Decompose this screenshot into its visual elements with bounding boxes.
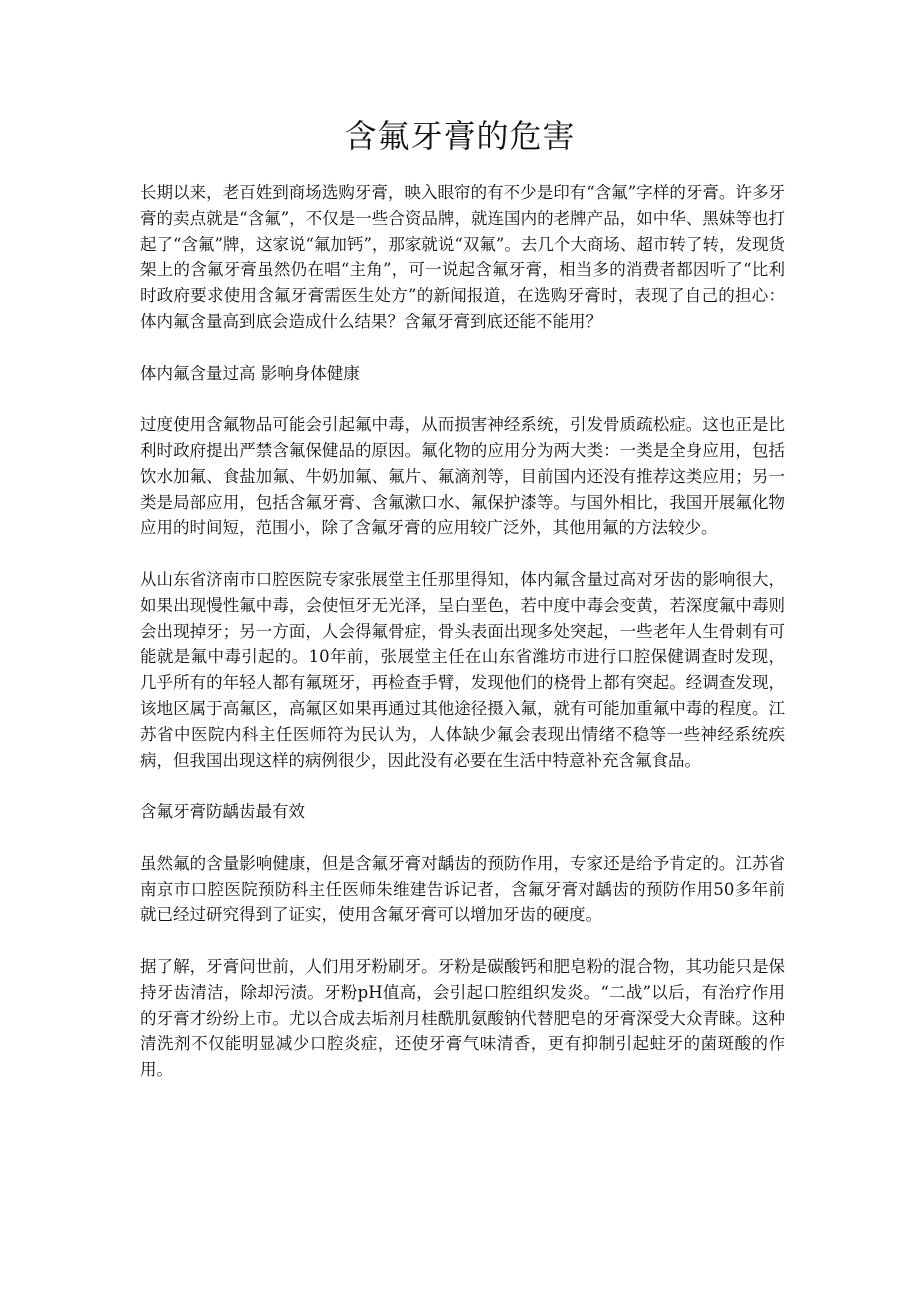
paragraph-caries-prevention: 虽然氟的含量影响健康，但是含氟牙膏对龋齿的预防作用，专家还是给予肯定的。江苏省南京市口腔医院预防科主任医师朱维建告诉记者，含氟牙膏对龋齿的预防作用50多年前就已经过研究得到了证实，使用含氟牙膏可以增加牙齿的硬度。 xyxy=(140,853,785,925)
section-heading-health: 体内氟含量过高 影响身体健康 xyxy=(140,363,360,383)
paragraph-overuse: 过度使用含氟物品可能会引起氟中毒，从而损害神经系统，引发骨质疏松症。这也正是比利时政府提出严禁含氟保健品的原因。氟化物的应用分为两大类：一类是全身应用，包括饮水加氟、食盐加氟、牛奶加氟、氟片、氟滴剂等，目前国内还没有推荐这类应用；另一类是局部应用，包括含氟牙膏、含氟漱口水、氟保护漆等。与国外相比，我国开展氟化物应用的时间短，范围小，除了含氟牙膏的应用较广泛外，其他用氟的方法较少。 xyxy=(140,415,785,538)
paragraph-expert-opinion: 从山东省济南市口腔医院专家张展堂主任那里得知，体内氟含量过高对牙齿的影响很大，如果出现慢性氟中毒，会使恒牙无光泽，呈白垩色，若中度中毒会变黄，若深度氟中毒则会出现掉牙；另一方面，人会得氟骨症，骨头表面出现多处突起，一些老年人生骨刺有可能就是氟中毒引起的。10年前，张展堂主任在山东省潍坊市进行口腔保健调查时发现，几乎所有的年轻人都有氟斑牙，再检查手臂，发现他们的桡骨上都有突起。经调查发现，该地区属于高氟区，高氟区如果再通过其他途径摄入氟，就有可能加重氟中毒的程度。江苏省中医院内科主任医师符为民认为，人体缺少氟会表现出情绪不稳等一些神经系统疾病，但我国出现这样的病例很少，因此没有必要在生活中特意补充含氟食品。 xyxy=(140,569,785,770)
document-title: 含氟牙膏的危害 xyxy=(344,117,576,155)
paragraph-intro: 长期以来，老百姓到商场选购牙膏，映入眼帘的有不少是印有“含氟”字样的牙膏。许多牙膏的卖点就是“含氟”，不仅是一些合资品牌，就连国内的老牌产品，如中华、黑妹等也打起了“含氟”牌，这家说“氟加钙”，那家就说“双氟”。去几个大商场、超市转了转，发现货架上的含氟牙膏虽然仍在唱“主角”，可一说起含氟牙膏，相当多的消费者都因听了“比利时政府要求使用含氟牙膏需医生处方”的新闻报道，在选购牙膏时，表现了自己的担心：体内氟含量高到底会造成什么结果？含氟牙膏到底还能不能用？ xyxy=(140,183,785,331)
section-heading-caries: 含氟牙膏防龋齿最有效 xyxy=(140,802,305,822)
paragraph-history: 据了解，牙膏问世前，人们用牙粉刷牙。牙粉是碳酸钙和肥皂粉的混合物，其功能只是保持牙齿清洁，除却污渍。牙粉pH值高，会引起口腔组织发炎。“二战”以后，有治疗作用的牙膏才纷纷上市。尤以合成去垢剂月桂酰肌氨酸钠代替肥皂的牙膏深受大众青睐。这种清洗剂不仅能明显减少口腔炎症，还使牙膏气味清香，更有抑制引起蛀牙的菌斑酸的作用。 xyxy=(140,956,785,1080)
document-body xyxy=(140,180,785,1109)
